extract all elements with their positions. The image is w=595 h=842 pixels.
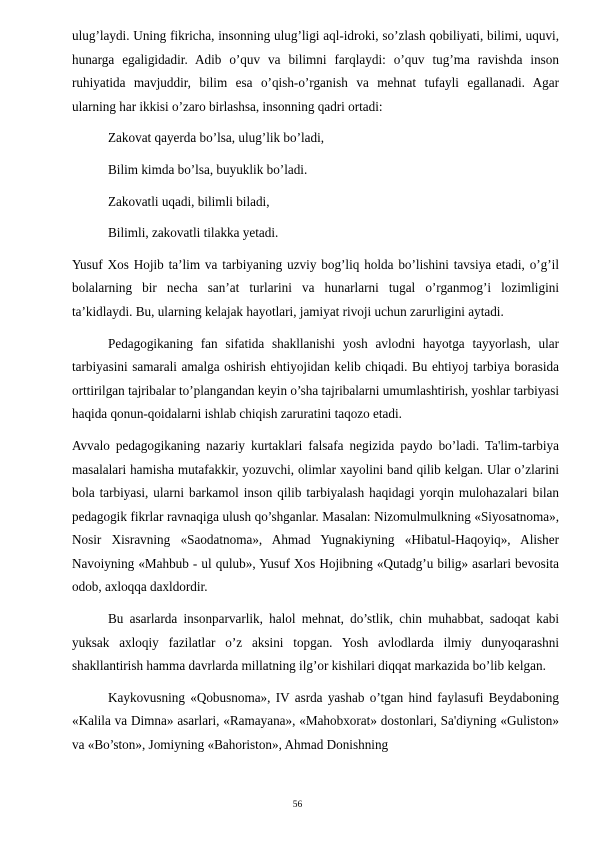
paragraph-5: Bu asarlarda insonparvarlik, halol mehnat, do’stlik, chin muhabbat, sadoqat kabi yuksak axloqiy fazilatlar o’z aksini topgan. Yosh avlodlarda ilmiy dunyoqarashni shakllantirish hamma davrlarda millatning ilg’or kishilari diqqat markazida bo’lib kelgan. [72,611,559,674]
verse-line-3: Zakovatli uqadi, bilimli biladi, [108,193,270,209]
document-page [72,24,559,757]
paragraph-6: Kaykovusning «Qobusnoma», IV asrda yashab o’tgan hind faylasufi Beydaboning «Kalila va Dimna» asarlari, «Ramayana», «Mahobxorat» dostonlari, Sa'diyning «Guliston» va «Bo’ston», Jomiyning «Bahoriston», Ahmad Donishning [72,689,559,753]
page-number: 56 [292,800,303,810]
verse-line-1: Zakovat qayerda bo’lsa, ulug’lik bo’ladi, [108,130,325,146]
paragraph-1: ulug’laydi. Uning fikricha, insonning ulug’ligi aql-idroki, so’zlash qobiliyati, bilimi, uquvi, hunarga egaligidadir. Adib o’quv va bilimni farqlaydi: o’quv tug’ma ravishda inson ruhiyatida mavjuddir, bilim esa o’qish-o’rganish va mehnat tufayli egallanadi. Agar ularning har ikkisi o’zaro birlashsa, insonning qadri ortadi: [72,28,559,114]
paragraph-4: Avvalo pedagogikaning nazariy kurtaklari falsafa negizida paydo bo’ladi. Ta'lim-tarbiya masalalari hamisha mutafakkir, yozuvchi, olimlar xayolini band qilib kelgan. Ular o’zlarini bola tarbiyasi, ularni barkamol inson qilib tarbiyalash haqidagi yorqin mulohazalari bilan pedagogik fikrlar ravnaqiga ulush qo’shganlar. Masalan: Nizomulmulkning «Siyosatnoma», Nosir Xisravning «Saodatnoma», Ahmad Yugnakiyning «Hibatul-Haqoyiq», Alisher Navoiyning «Mahbub - ul qulub», Yusuf Xos Hojibning «Qutadg’u bilig» asarlari bevosita odob, axloqqa daxldordir. [72,437,559,595]
paragraph-2: Yusuf Xos Hojib ta’lim va tarbiyaning uzviy bog’liq holda bo’lishini tavsiya etadi, o’g’il bolalarning bir necha san’at turlarini va hunarlarni tugal o’rganmog’i lozimligini ta’kidlaydi. Bu, ularning kelajak hayotlari, jamiyat rivoji uchun zarurligini aytadi. [72,256,559,319]
verse-line-2: Bilim kimda bo’lsa, buyuklik bo’ladi. [108,161,308,177]
paragraph-3: Pedagogikaning fan sifatida shakllanishi yosh avlodni hayotga tayyorlash, ular tarbiyasini samarali amalga oshirish ehtiyojidan kelib chiqadi. Bu ehtiyoj tarbiya borasida orttirilgan tajribalar to’plangandan keyin o’sha tajribalarni umumlashtirish, yoshlar tarbiyasi haqida qonun-qoidalarni ishlab chiqish zaruratini taqozo etadi. [72,335,559,422]
verse-line-4: Bilimli, zakovatli tilakka yetadi. [108,225,279,241]
